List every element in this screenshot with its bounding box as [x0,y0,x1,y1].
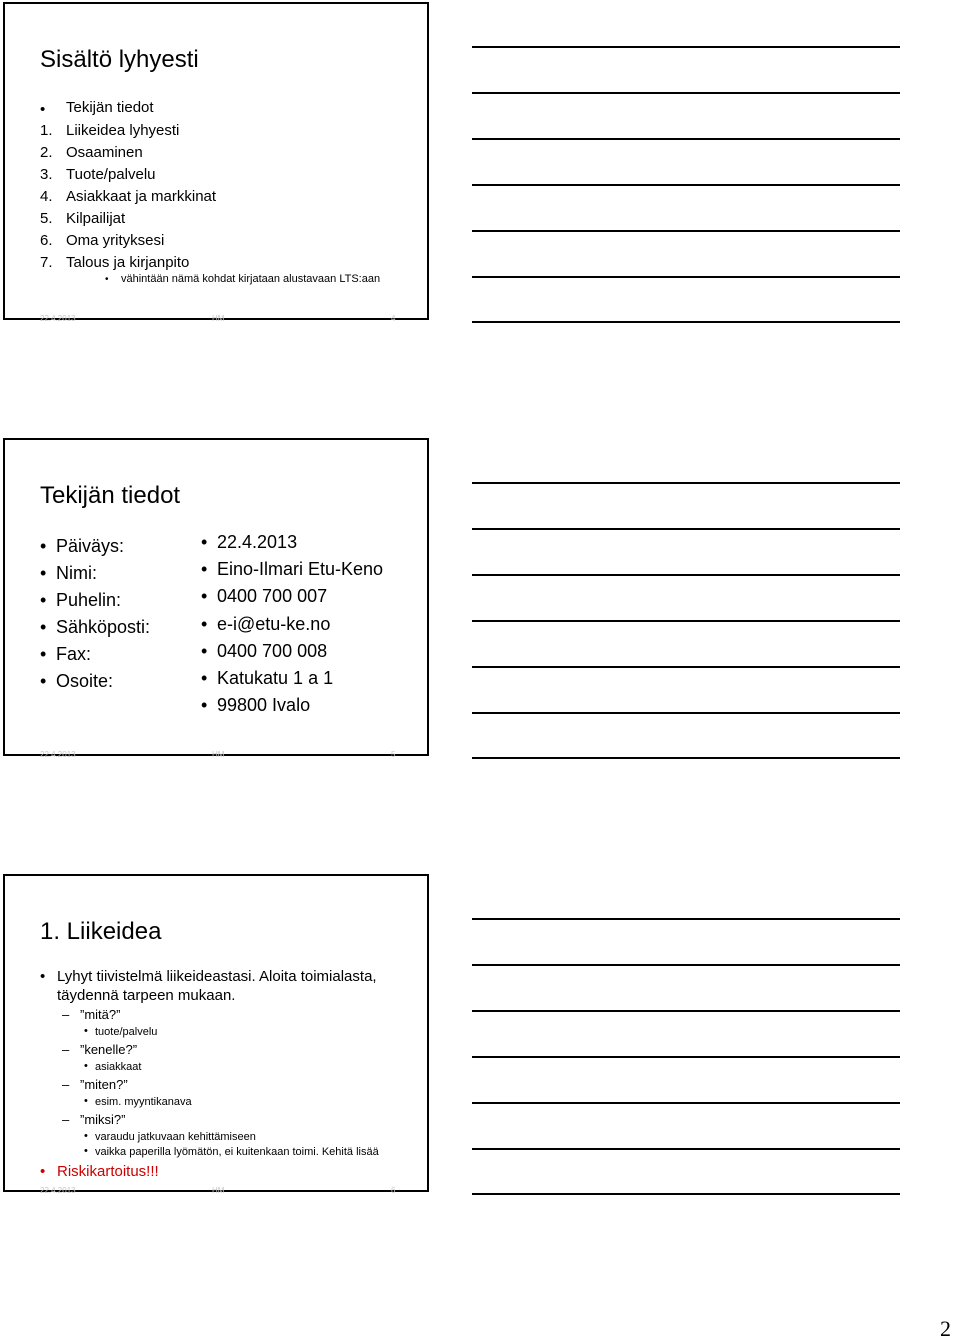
bullet: • [40,590,47,610]
field-value: 22.4.2013 [217,532,298,552]
toc-number: 5. [40,210,53,227]
bullet: • [201,586,208,606]
bullet: • [201,641,208,661]
sub-bullet: • [84,1130,88,1142]
slide-title: Tekijän tiedot [40,482,181,509]
toc-item: Kilpailijat [66,210,126,227]
slide-6 [3,874,429,1195]
footer-author: HM [212,314,225,323]
note-line [472,1056,900,1058]
footer-date: 22.4.2013 [40,1186,76,1195]
question: ”mitä?” [80,1007,121,1022]
bullet: • [40,101,46,118]
toc-item: Tuote/palvelu [66,166,156,183]
note-line [472,964,900,966]
dash: – [62,1112,70,1127]
bullet: • [40,671,47,691]
field-value: 0400 700 008 [217,641,328,661]
bullet: • [201,668,208,688]
answer: esim. myyntikanava [95,1096,192,1108]
intro-line: Lyhyt tiivistelmä liikeideastasi. Aloita toimialasta, [57,968,377,985]
note-line [472,1010,900,1012]
toc-item: Osaaminen [66,144,143,161]
bullet: • [40,563,47,583]
bullet: • [40,1163,46,1180]
field-value: Katukatu 1 a 1 [217,668,334,688]
dash: – [62,1077,70,1092]
bullet: • [201,532,208,552]
field-value: e-i@etu-ke.no [217,614,331,634]
question: ”miksi?” [80,1112,126,1127]
field-label: Osoite: [56,671,114,691]
toc-number: 6. [40,232,53,249]
bullet: • [201,559,208,579]
note-line [472,712,900,714]
toc-subnote: vähintään nämä kohdat kirjataan alustavaan LTS:aan [121,273,381,285]
note-line [472,1102,900,1104]
answer: vaikka paperilla lyömätön, ei kuitenkaan toimi. Kehitä lisää [95,1146,379,1158]
sub-bullet: • [84,1095,88,1107]
answer: varaudu jatkuvaan kehittämiseen [95,1131,256,1143]
note-line [472,230,900,232]
bullet: • [40,536,47,556]
sub-bullet: • [84,1060,88,1072]
footer-date: 22.4.2013 [40,314,76,323]
risk-note: Riskikartoitus!!! [57,1163,159,1180]
slide-title: Sisältö lyhyesti [40,46,199,73]
note-line [472,92,900,94]
slide-title: 1. Liikeidea [40,918,162,945]
question: ”kenelle?” [80,1042,138,1057]
field-value: Eino-Ilmari Etu-Keno [217,559,384,579]
answer: asiakkaat [95,1061,142,1073]
toc-item: Asiakkaat ja markkinat [66,188,217,205]
sub-bullet: • [84,1025,88,1037]
note-line [472,1193,900,1195]
note-line [472,276,900,278]
note-line [472,1148,900,1150]
toc-number: 2. [40,144,53,161]
sub-bullet: • [105,274,109,285]
footer-date: 22.4.2013 [40,750,76,759]
note-line [472,184,900,186]
note-line [472,574,900,576]
note-line [472,528,900,530]
note-line [472,666,900,668]
bullet: • [40,617,47,637]
bullet: • [40,644,47,664]
note-line [472,918,900,920]
field-label: Nimi: [56,563,97,583]
bullet: • [201,614,208,634]
slide-4 [3,2,429,323]
note-line [472,620,900,622]
note-line [472,482,900,484]
note-line [472,757,900,759]
footer-author: HM [212,1186,225,1195]
bullet: • [201,695,208,715]
footer-author: HM [212,750,225,759]
toc-item: Oma yrityksesi [66,232,165,249]
footer-slide-number: 6 [391,1186,396,1195]
footer-slide-number: 5 [391,750,396,759]
toc-number: 1. [40,122,53,139]
question: ”miten?” [80,1077,128,1092]
field-label: Puhelin: [56,590,122,610]
field-value: 0400 700 007 [217,586,328,606]
intro-line: täydennä tarpeen mukaan. [57,987,236,1004]
bullet: • [40,968,46,985]
slide-5 [3,438,429,759]
toc-number: 7. [40,254,53,271]
field-label: Fax: [56,644,92,664]
toc-number: 4. [40,188,53,205]
sub-bullet: • [84,1145,88,1157]
answer: tuote/palvelu [95,1026,158,1038]
note-line [472,321,900,323]
footer-slide-number: 4 [391,314,396,323]
dash: – [62,1007,70,1022]
toc-number: 3. [40,166,53,183]
dash: – [62,1042,70,1057]
toc-item: Tekijän tiedot [66,99,154,116]
note-line [472,46,900,48]
note-line [472,138,900,140]
field-label: Sähköposti: [56,617,151,637]
toc-item: Talous ja kirjanpito [66,254,190,271]
field-label: Päiväys: [56,536,125,556]
field-value: 99800 Ivalo [217,695,311,715]
page-number: 2 [940,1316,951,1341]
toc-item: Liikeidea lyhyesti [66,122,180,139]
